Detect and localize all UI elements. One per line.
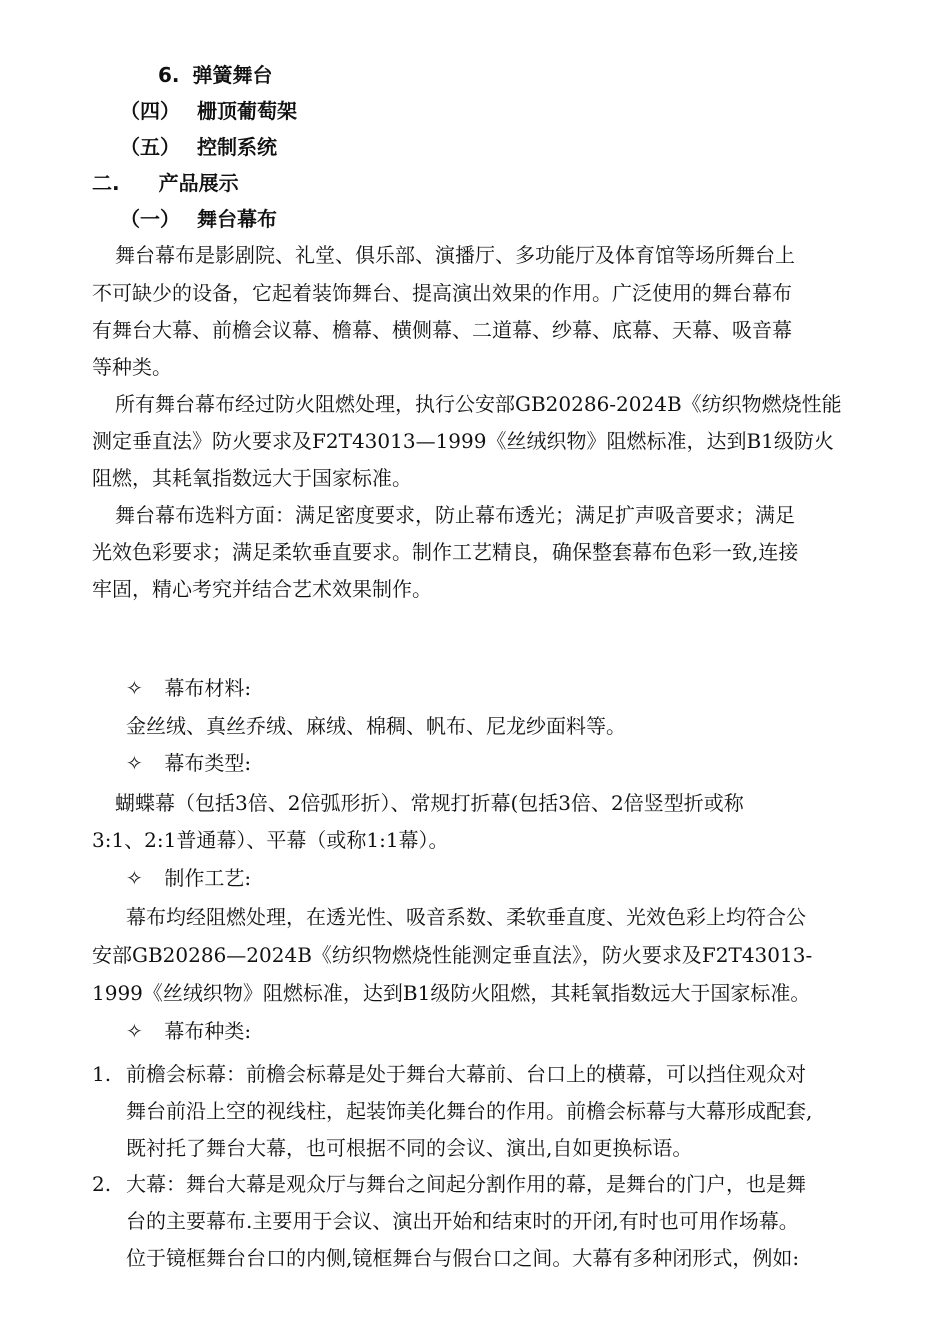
paragraph-3-line-3: 牢固，精心考究并结合艺术效果制作。: [92, 577, 432, 601]
paragraph-3-line-2: 光效色彩要求；满足柔软垂直要求。制作工艺精良，确保整套幕布色彩一致,连接: [92, 540, 799, 564]
bullet-material-text: 金丝绒、真丝乔绒、麻绒、棉稠、帆布、尼龙纱面料等。: [126, 714, 626, 738]
heading-chapter-2: [92, 171, 239, 195]
list-item-2-line-1: 大幕：舞台大幕是观众厅与舞台之间起分割作用的幕，是舞台的门户，也是舞: [126, 1172, 806, 1196]
paragraph-2-line-1: 所有舞台幕布经过防火阻燃处理，执行公安部GB20286-2024B《纺织物燃烧性能: [115, 392, 842, 416]
list-item-1-number: 1.: [92, 1062, 112, 1086]
paragraph-1-line-4: 等种类。: [92, 355, 172, 379]
list-item-2-line-2: 台的主要幕布.主要用于会议、演出开始和结束时的开闭,有时也可用作场幕。: [126, 1209, 799, 1233]
heading-section-1: [120, 207, 277, 231]
list-item-1-line-1: 前檐会标幕：前檐会标幕是处于舞台大幕前、台口上的横幕，可以挡住观众对: [126, 1062, 806, 1086]
list-item-1-line-3: 既衬托了舞台大幕，也可根据不同的会议、演出,自如更换标语。: [126, 1136, 693, 1160]
bullet-craft-title: ✧ 制作工艺:: [126, 866, 252, 890]
heading-text: 舞台幕布: [196, 207, 277, 231]
heading-number: 6.: [158, 63, 180, 87]
paragraph-1-line-3: 有舞台大幕、前檐会议幕、檐幕、横侧幕、二道幕、纱幕、底幕、天幕、吸音幕: [92, 318, 792, 342]
paragraph-3-line-1: 舞台幕布选料方面：满足密度要求，防止幕布透光；满足扩声吸音要求；满足: [115, 503, 795, 527]
sparkle-icon: ✧: [126, 866, 143, 890]
heading-text: 栅顶葡萄架: [196, 99, 297, 123]
bullet-craft-line-1: 幕布均经阻燃处理，在透光性、吸音系数、柔软垂直度、光效色彩上均符合公: [126, 905, 806, 929]
heading-text: 控制系统: [196, 135, 277, 159]
heading-text: 弹簧舞台: [192, 63, 273, 87]
heading-section-4: [120, 99, 297, 123]
paragraph-2-line-3: 阻燃，其耗氧指数远大于国家标准。: [92, 466, 412, 490]
sparkle-icon: ✧: [126, 1019, 143, 1043]
bullet-type-title: ✧ 幕布类型:: [126, 751, 252, 775]
bullet-material-title: ✧ 幕布材料:: [126, 676, 252, 700]
paragraph-1-line-1: 舞台幕布是影剧院、礼堂、俱乐部、演播厅、多功能厅及体育馆等场所舞台上: [115, 243, 795, 267]
sparkle-icon: ✧: [126, 676, 143, 700]
paragraph-1-line-2: 不可缺少的设备，它起着装饰舞台、提高演出效果的作用。广泛使用的舞台幕布: [92, 281, 792, 305]
heading-text: 产品展示: [158, 171, 239, 195]
bullet-craft-line-3: 1999《丝绒织物》阻燃标准，达到B1级防火阻燃，其耗氧指数远大于国家标准。: [92, 981, 811, 1005]
heading-6: [158, 63, 272, 87]
list-item-2-line-3: 位于镜框舞台台口的内侧,镜框舞台与假台口之间。大幕有多种闭形式，例如:: [126, 1246, 800, 1270]
heading-number: （五）: [120, 135, 180, 159]
list-item-1-line-2: 舞台前沿上空的视线柱，起装饰美化舞台的作用。前檐会标幕与大幕形成配套,: [126, 1099, 813, 1123]
heading-number: （四）: [120, 99, 180, 123]
heading-number: 二.: [92, 171, 120, 195]
sparkle-icon: ✧: [126, 751, 143, 775]
heading-number: （一）: [120, 207, 180, 231]
bullet-kind-title: ✧ 幕布种类:: [126, 1019, 252, 1043]
list-item-2-number: 2.: [92, 1172, 112, 1196]
paragraph-2-line-2: 测定垂直法》防火要求及F2T43013—1999《丝绒织物》阻燃标准，达到B1级防火: [92, 429, 834, 453]
bullet-type-line-2: 3:1、2:1普通幕）、平幕（或称1:1幕）。: [92, 828, 449, 852]
bullet-type-line-1: 蝴蝶幕（包括3倍、2倍弧形折）、常规打折幕(包括3倍、2倍竖型折或称: [115, 791, 744, 815]
bullet-craft-line-2: 安部GB20286—2024B《纺织物燃烧性能测定垂直法》，防火要求及F2T43013-: [92, 943, 813, 967]
heading-section-5: [120, 135, 277, 159]
